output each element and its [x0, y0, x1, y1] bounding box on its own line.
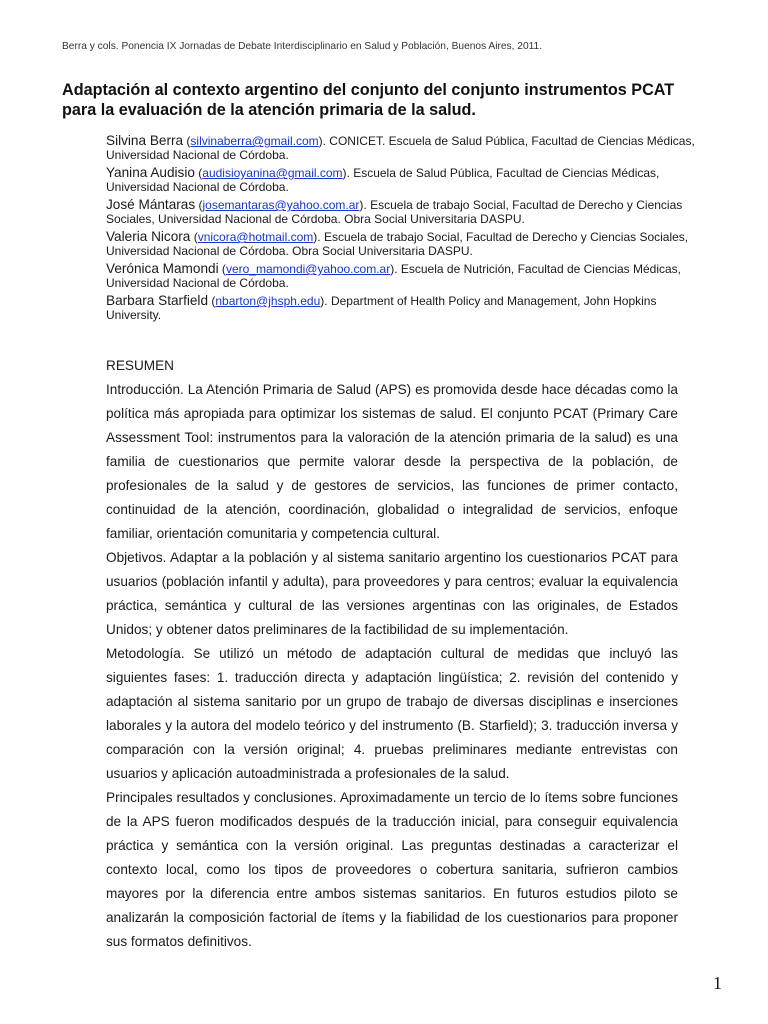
- author-entry: Verónica Mamondi (vero_mamondi@yahoo.com.ar). Escuela de Nutrición, Facultad de Ciencias Médicas, Universidad Nacional de Córdoba.: [106, 261, 682, 290]
- abstract-introduction: Introducción. La Atención Primaria de Salud (APS) es promovida desde hace décadas como la política más apropiada para optimizar los sistemas de salud. El conjunto PCAT (Primary Care Assessment Tool: instrumentos para la valoración de la atención primaria de la salud) es una familia de cuestionarios que permite valorar desde la perspectiva de la población, de profesionales de la salud y de gestores de servicios, las funciones de primer contacto, continuidad de la atención, coordinación, globalidad o integralidad de servicios, enfoque familiar, orientación comunitaria y competencia cultural.: [106, 382, 678, 541]
- author-email-link[interactable]: vero_mamondi@yahoo.com.ar: [225, 262, 391, 276]
- page-number: 1: [713, 973, 722, 993]
- author-name: Barbara Starfield: [106, 293, 209, 308]
- author-name: Valeria Nicora: [106, 229, 191, 244]
- author-list: [62, 134, 706, 322]
- author-name: Verónica Mamondi: [106, 261, 219, 276]
- author-entry: Barbara Starfield (nbarton@jhsph.edu). Department of Health Policy and Management, John Hopkins University.: [106, 293, 657, 322]
- author-affiliation: ). Escuela de trabajo Social, Facultad de Derecho y Ciencias Sociales, Universidad Nacional de Córdoba. Obra Social Universitaria DASPU.: [106, 230, 689, 258]
- author-affiliation: ). Escuela de Nutrición, Facultad de Ciencias Médicas, Universidad Nacional de Córdoba.: [106, 262, 682, 290]
- author-email-link[interactable]: silvinaberra@gmail.com: [190, 134, 319, 148]
- author-name: José Mántaras: [106, 197, 196, 212]
- paper-title: Adaptación al contexto argentino del conjunto del conjunto instrumentos PCAT para la evaluación de la atención primaria de la salud.: [62, 81, 675, 119]
- author-email-link[interactable]: audisioyanina@gmail.com: [202, 166, 343, 180]
- page-footer: [62, 972, 722, 994]
- author-entry: Silvina Berra (silvinaberra@gmail.com). CONICET. Escuela de Salud Pública, Facultad de Ciencias Médicas, Universidad Nacional de Córdoba.: [106, 133, 695, 162]
- abstract-section: [62, 354, 678, 954]
- author-email-link[interactable]: nbarton@jhsph.edu: [215, 294, 321, 308]
- author-entry: Yanina Audisio (audisioyanina@gmail.com). Escuela de Salud Pública, Facultad de Ciencias Médicas, Universidad Nacional de Córdoba.: [106, 165, 660, 194]
- author-entry: José Mántaras (josemantaras@yahoo.com.ar). Escuela de trabajo Social, Facultad de Derecho y Ciencias Sociales, Universidad Nacional de Córdoba. Obra Social Universitaria DASPU.: [106, 197, 683, 226]
- author-affiliation: ). Escuela de trabajo Social, Facultad de Derecho y Ciencias Sociales, Universidad Nacional de Córdoba. Obra Social Universitaria DASPU.: [106, 198, 683, 226]
- author-affiliation: ). CONICET. Escuela de Salud Pública, Facultad de Ciencias Médicas, Universidad Nacional de Córdoba.: [106, 134, 695, 162]
- abstract-methodology: Metodología. Se utilizó un método de adaptación cultural de medidas que incluyó las siguientes fases: 1. traducción directa y adaptación lingüística; 2. revisión del contenido y adaptación al sistema sanitario por un grupo de trabajo de diversas disciplinas e inserciones laborales y la autora del modelo teórico y del instrumento (B. Starfield); 3. traducción inversa y comparación con la versión original; 4. pruebas preliminares mediante entrevistas con usuarios y aplicación autoadministrada a profesionales de la salud.: [106, 646, 678, 781]
- author-email-link[interactable]: vnicora@hotmail.com: [197, 230, 314, 244]
- author-name: Silvina Berra: [106, 133, 184, 148]
- author-entry: Valeria Nicora (vnicora@hotmail.com). Escuela de trabajo Social, Facultad de Derecho y Ciencias Sociales, Universidad Nacional de Córdoba. Obra Social Universitaria DASPU.: [106, 229, 689, 258]
- author-affiliation: ). Department of Health Policy and Management, John Hopkins University.: [106, 294, 657, 322]
- running-head: Berra y cols. Ponencia IX Jornadas de Debate Interdisciplinario en Salud y Población, Buenos Aires, 2011.: [62, 41, 543, 52]
- abstract-objectives: Objetivos. Adaptar a la población y al sistema sanitario argentino los cuestionarios PCAT para usuarios (población infantil y adulta), para proveedores y para centros; evaluar la equivalencia práctica, semántica y cultural de las versiones argentinas con las originales, de Estados Unidos; y obtener datos preliminares de la factibilidad de su implementación.: [106, 550, 678, 637]
- author-email-link[interactable]: josemantaras@yahoo.com.ar: [202, 198, 360, 212]
- author-affiliation: ). Escuela de Salud Pública, Facultad de Ciencias Médicas, Universidad Nacional de Córdoba.: [106, 166, 660, 194]
- abstract-results: Principales resultados y conclusiones. Aproximadamente un tercio de lo ítems sobre funciones de la APS fueron modificados después de la traducción inicial, para conseguir equivalencia práctica y semántica con la versión original. Las preguntas destinadas a caracterizar el contexto local, como los tipos de proveedores o cobertura sanitaria, sufrieron cambios mayores por la diferencia entre ambos sistemas sanitarios. En futuros estudios piloto se analizarán la composición factorial de ítems y la fiabilidad de los cuestionarios para proponer sus formatos definitivos.: [106, 790, 678, 949]
- author-name: Yanina Audisio: [106, 165, 195, 180]
- abstract-heading: RESUMEN: [106, 358, 174, 373]
